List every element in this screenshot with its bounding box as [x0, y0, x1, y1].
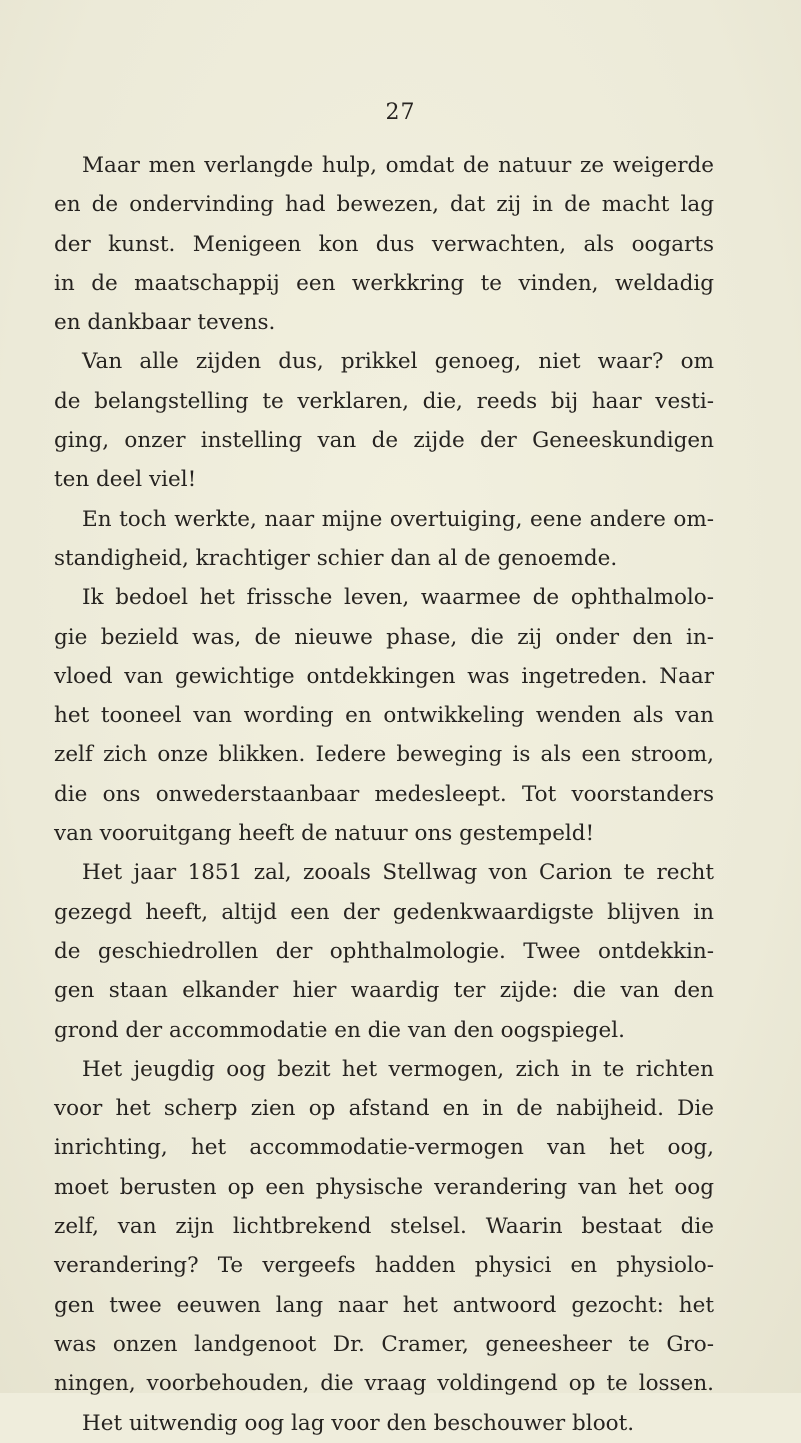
text-line: Van alle zijden dus, prikkel genoeg, niet waar? om: [82, 349, 714, 375]
text-line: en dankbaar tevens.: [54, 310, 276, 336]
text-line: zelf, van zijn lichtbrekend stelsel. Waarin bestaat die: [54, 1214, 714, 1240]
text-line: grond der accommodatie en die van den oogspiegel.: [54, 1017, 625, 1043]
text-line: en de ondervinding had bewezen, dat zij in de macht lag: [54, 192, 714, 218]
text-line: ten deel viel!: [54, 467, 197, 493]
text-line: Het jeugdig oog bezit het vermogen, zich in te richten: [82, 1056, 714, 1082]
text-line: was onzen landgenoot Dr. Cramer, geneesheer te Gro-: [54, 1331, 714, 1357]
text-line: ging, onzer instelling van de zijde der Geneeskundigen: [54, 428, 714, 454]
text-line: die ons onwederstaanbaar medesleept. Tot voorstanders: [54, 781, 714, 807]
text-line: vloed van gewichtige ontdekkingen was ingetreden. Naar: [54, 663, 714, 689]
text-line: inrichting, het accommodatie-vermogen van het oog,: [54, 1135, 714, 1161]
text-line: de geschiedrollen der ophthalmologie. Twee ontdekkin-: [54, 938, 714, 964]
text-line: het tooneel van wording en ontwikkeling wenden als van: [54, 703, 714, 729]
text-line: zelf zich onze blikken. Iedere beweging is als een stroom,: [54, 742, 714, 768]
text-line: standigheid, krachtiger schier dan al de genoemde.: [54, 545, 618, 571]
text-line: En toch werkte, naar mijne overtuiging, eene andere om-: [82, 506, 714, 532]
text-line: ningen, voorbehouden, die vraag voldingend op te lossen.: [54, 1371, 714, 1397]
body-text: [54, 146, 714, 1443]
text-line: gen twee eeuwen lang naar het antwoord gezocht: het: [54, 1292, 714, 1318]
text-line: van vooruitgang heeft de natuur ons gestempeld!: [54, 821, 595, 847]
text-line: verandering? Te vergeefs hadden physici en physiolo-: [54, 1253, 714, 1279]
text-line: de belangstelling te verklaren, die, reeds bij haar vesti-: [54, 388, 714, 414]
text-line: Het jaar 1851 zal, zooals Stellwag von Carion te recht: [82, 860, 714, 886]
text-line: voor het scherp zien op afstand en in de nabijheid. Die: [54, 1096, 714, 1122]
text-line: Ik bedoel het frissche leven, waarmee de ophthalmolo-: [82, 585, 714, 611]
text-line: gie bezield was, de nieuwe phase, die zij onder den in-: [54, 624, 714, 650]
text-line: moet berusten op een physische verandering van het oog: [54, 1174, 714, 1200]
text-line: der kunst. Menigeen kon dus verwachten, als oogarts: [54, 231, 714, 257]
text-line: Maar men verlangde hulp, omdat de natuur ze weigerde: [82, 153, 714, 178]
text-line: Het uitwendig oog lag voor den beschouwer bloot.: [82, 1410, 635, 1436]
page-number: 27: [385, 100, 416, 125]
text-line: gen staan elkander hier waardig ter zijde: die van den: [54, 978, 714, 1004]
text-line: gezegd heeft, altijd een der gedenkwaardigste blijven in: [54, 899, 714, 925]
text-line: in de maatschappij een werkkring te vinden, weldadig: [54, 270, 714, 296]
